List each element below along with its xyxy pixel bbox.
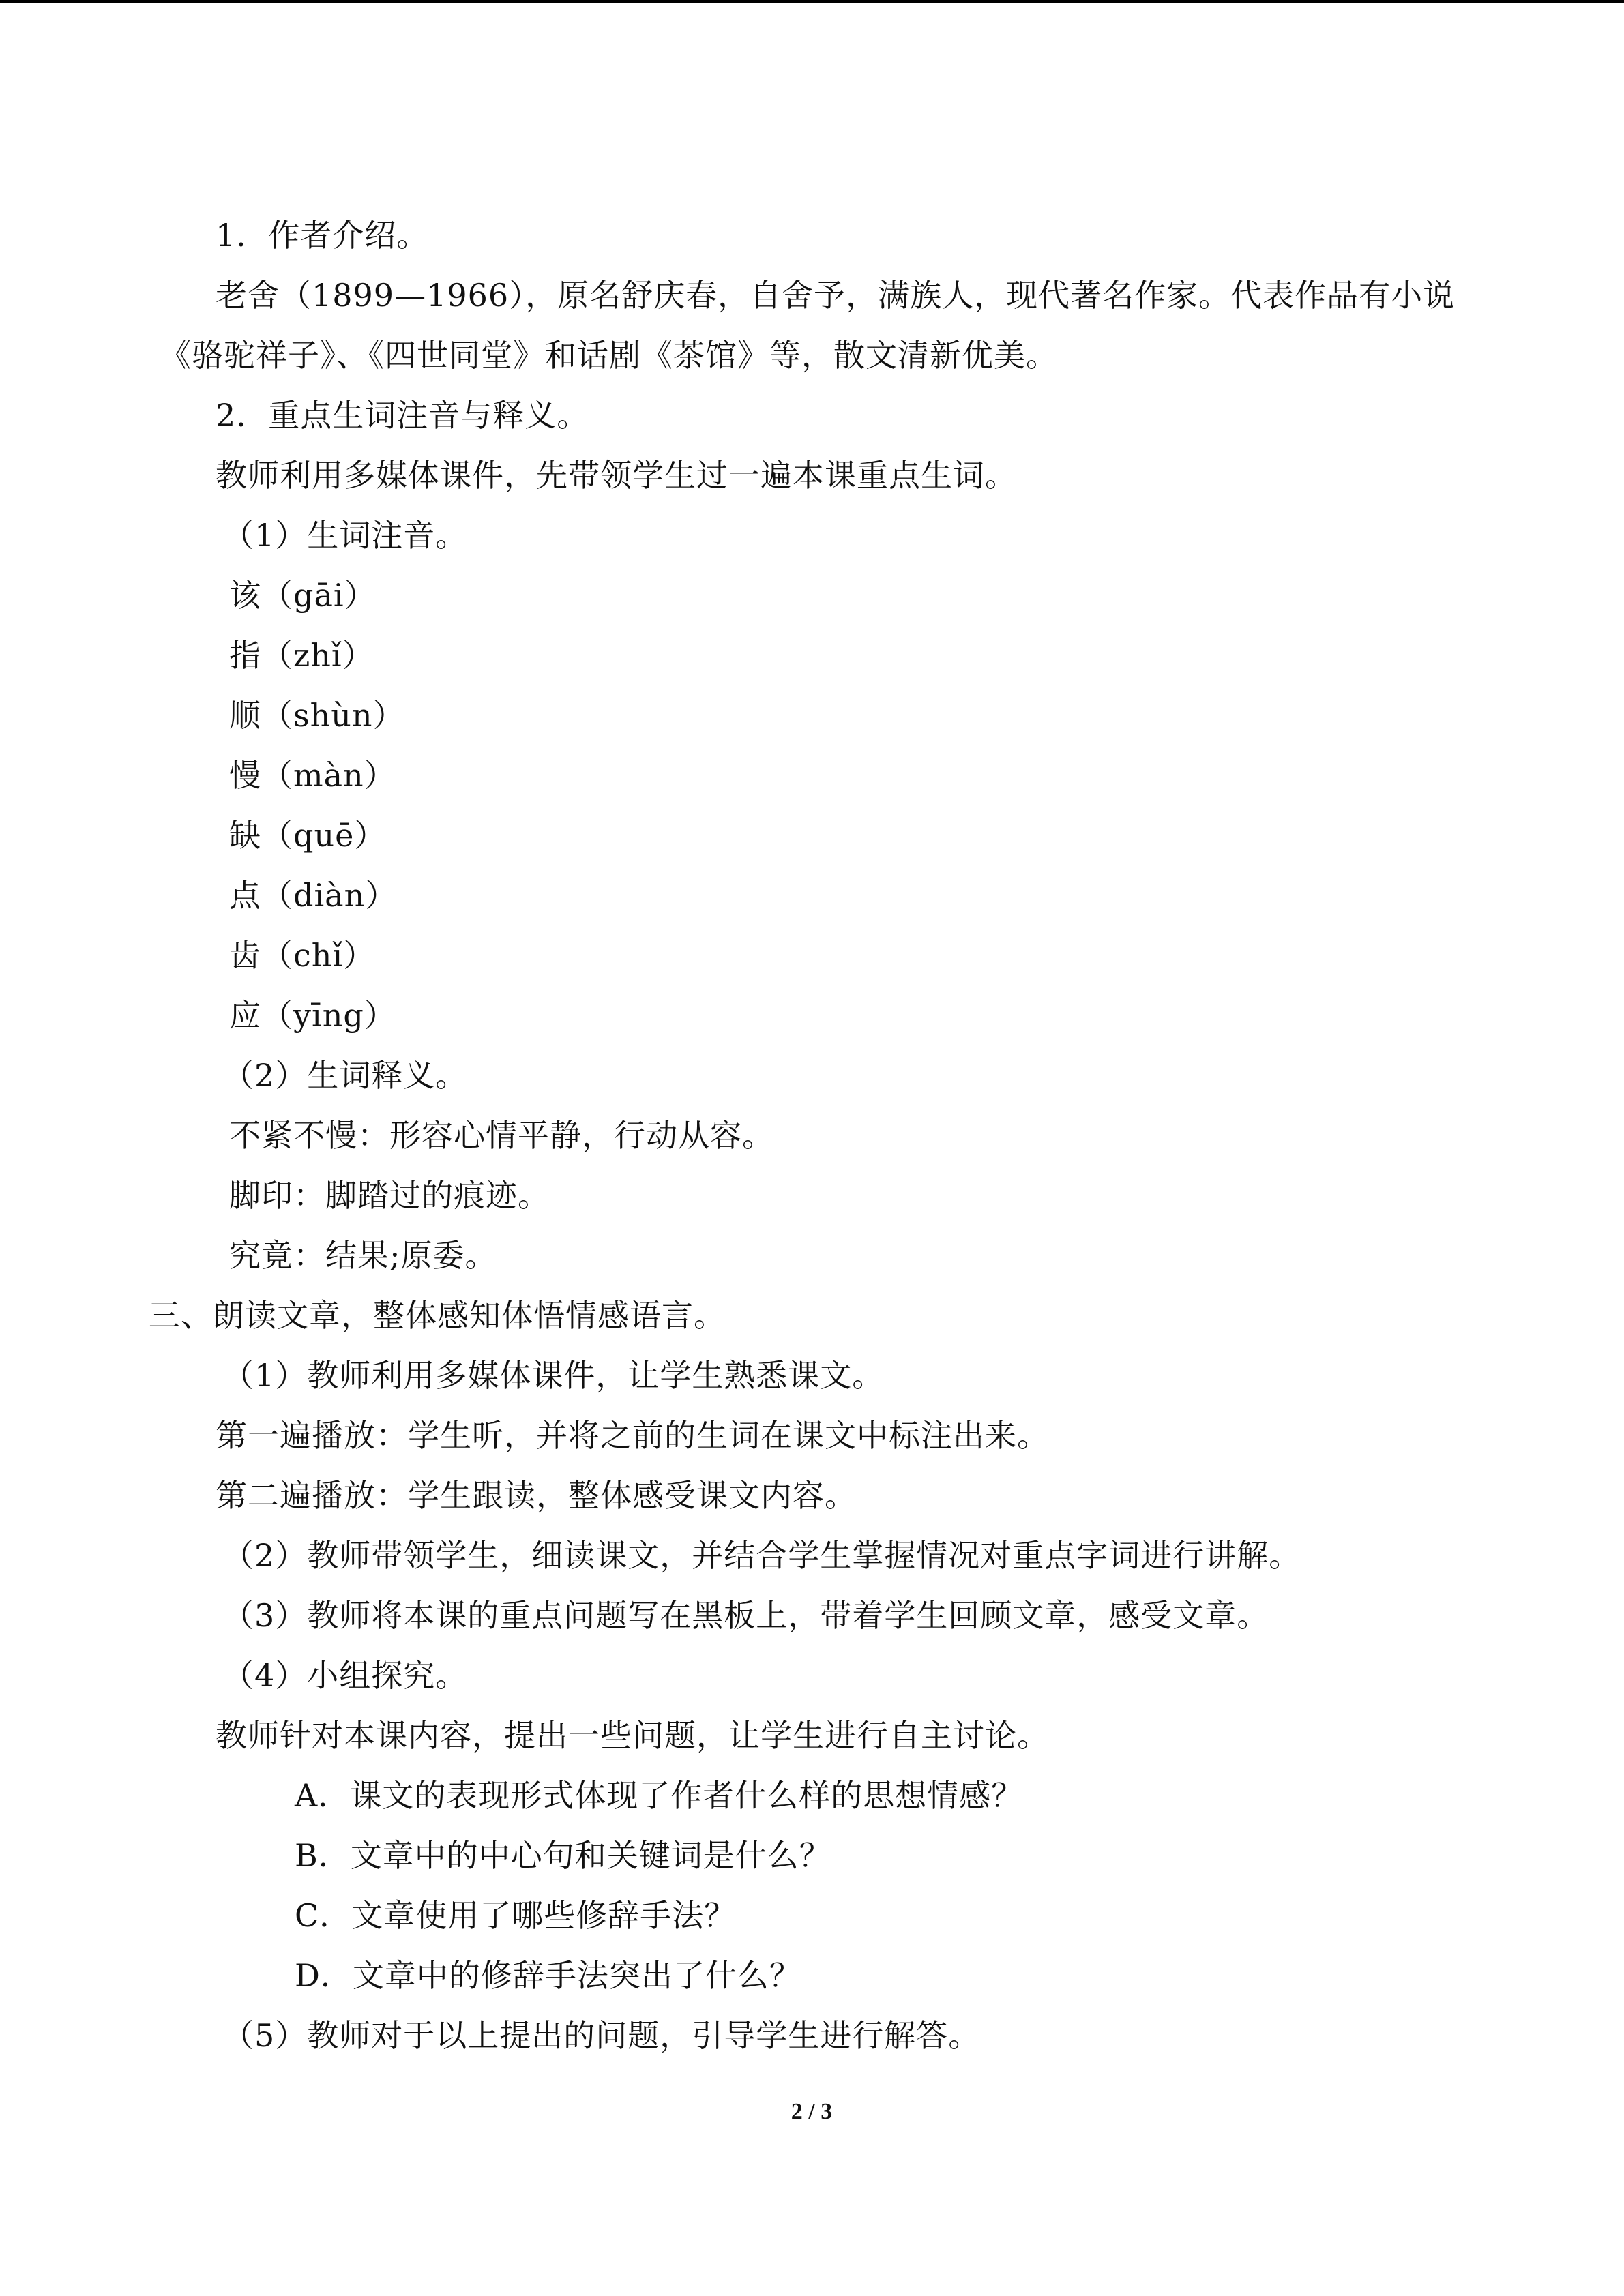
reading-step-detail: 第二遍播放：学生跟读，整体感受课文内容。 bbox=[216, 1477, 857, 1514]
definition-item: 脚印：脚踏过的痕迹。 bbox=[229, 1177, 550, 1214]
discussion-question: A．课文的表现形式体现了作者什么样的思想情感？ bbox=[295, 1777, 1024, 1814]
reading-step-detail: 第一遍播放：学生听，并将之前的生词在课文中标注出来。 bbox=[216, 1417, 1049, 1454]
paragraph-author-line-1: 老舍（1899—1966），原名舒庆春，自舍予，满族人，现代著名作家。代表作品有小说 bbox=[216, 277, 1456, 314]
vocab-item: 点（diàn） bbox=[229, 877, 398, 914]
vocab-item: 指（zhǐ） bbox=[229, 637, 374, 674]
definition-item: 究竟：结果;原委。 bbox=[229, 1237, 497, 1274]
vocab-item: 顺（shùn） bbox=[229, 697, 405, 734]
discussion-question: B．文章中的中心句和关键词是什么？ bbox=[295, 1837, 831, 1874]
discussion-question: C．文章使用了哪些修辞手法？ bbox=[295, 1897, 737, 1934]
reading-step: （2）教师带领学生，细读课文，并结合学生掌握情况对重点字词进行讲解。 bbox=[222, 1537, 1301, 1574]
discussion-intro: 教师针对本课内容，提出一些问题，让学生进行自主讨论。 bbox=[216, 1717, 1049, 1754]
definition-item: 不紧不慢：形容心情平静，行动从容。 bbox=[229, 1117, 774, 1154]
vocab-item: 该（gāi） bbox=[229, 577, 377, 614]
subheading-pronunciation: （1）生词注音。 bbox=[222, 517, 468, 554]
vocab-item: 应（yīng） bbox=[229, 997, 396, 1034]
discussion-question: D．文章中的修辞手法突出了什么？ bbox=[295, 1957, 801, 1994]
paragraph-vocabulary-intro: 教师利用多媒体课件，先带领学生过一遍本课重点生词。 bbox=[216, 457, 1017, 494]
vocab-item: 慢（màn） bbox=[229, 757, 396, 794]
vocab-item: 缺（quē） bbox=[229, 817, 387, 854]
reading-step: （1）教师利用多媒体课件，让学生熟悉课文。 bbox=[222, 1357, 885, 1394]
section-heading-vocabulary: 2．重点生词注音与释义。 bbox=[216, 397, 589, 434]
paragraph-author-line-2: 《骆驼祥子》、《四世同堂》和话剧《茶馆》等，散文清新优美。 bbox=[160, 337, 1058, 374]
reading-step: （5）教师对于以上提出的问题，引导学生进行解答。 bbox=[222, 2017, 981, 2054]
vocab-item: 齿（chǐ） bbox=[229, 937, 376, 974]
section-heading-author: 1．作者介绍。 bbox=[216, 217, 429, 254]
reading-step: （4）小组探究。 bbox=[222, 1657, 468, 1694]
section-heading-reading: 三、朗读文章，整体感知体悟情感语言。 bbox=[149, 1297, 726, 1334]
subheading-definitions: （2）生词释义。 bbox=[222, 1057, 468, 1094]
reading-step: （3）教师将本课的重点问题写在黑板上，带着学生回顾文章，感受文章。 bbox=[222, 1597, 1269, 1634]
page-number: 2 / 3 bbox=[791, 2099, 833, 2124]
page-top-border bbox=[0, 0, 1624, 3]
